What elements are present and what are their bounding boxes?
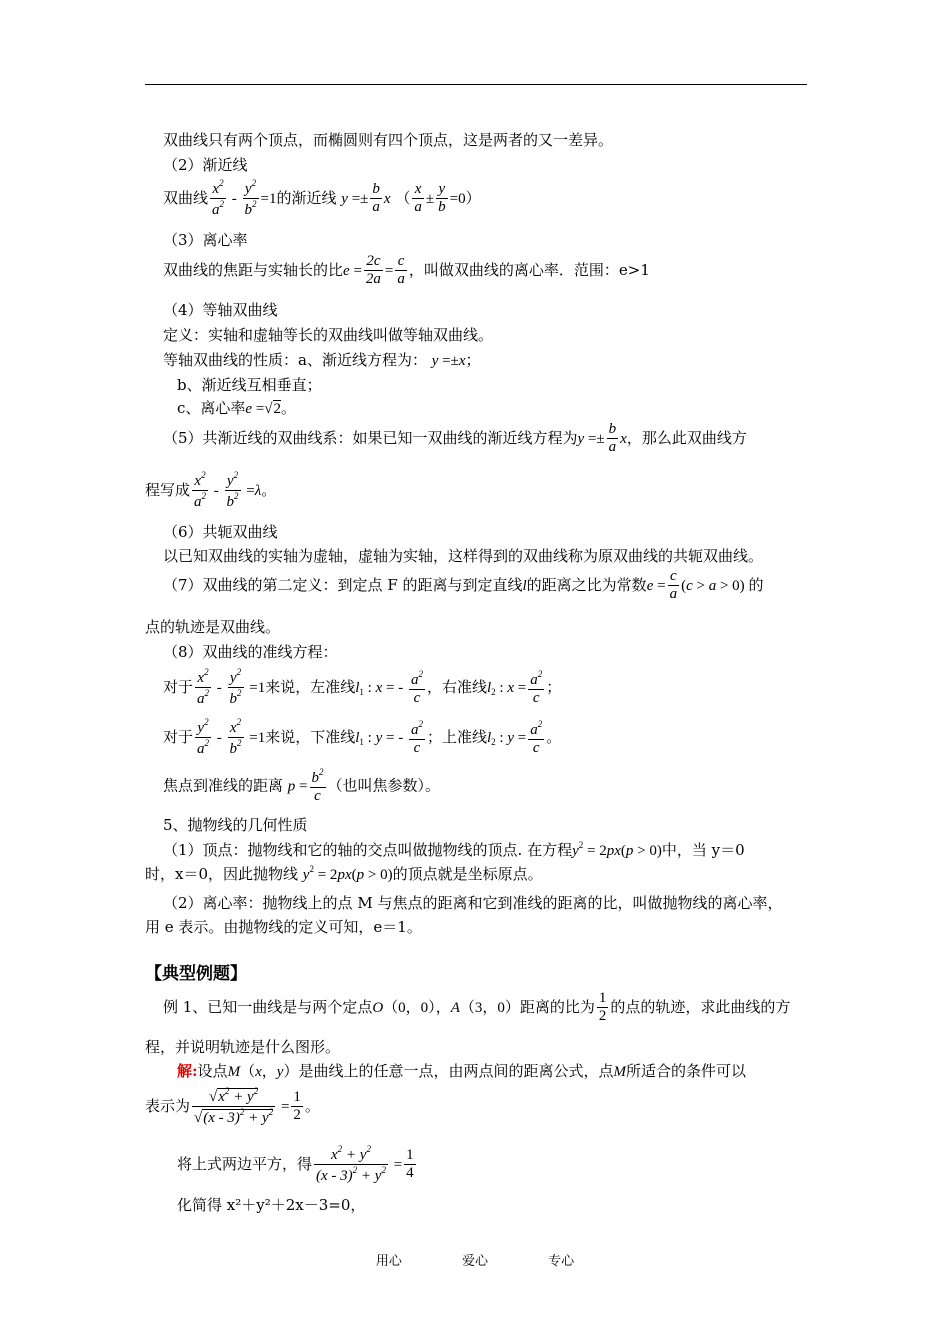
fraction: $\frac{1}{2}$	[293, 1089, 301, 1124]
eccentricity-line: 双曲线的焦距与实轴长的比e = $\frac{2c}{2a}$ = $\frac{c}{a}$ ，叫做双曲线的离心率．范围：e>1	[163, 253, 650, 288]
fraction: $\frac{c}{a}$	[669, 568, 678, 603]
fraction: $\frac{a^2}{c}$	[530, 668, 543, 706]
second-definition-end: 点的轨迹是双曲线。	[145, 618, 281, 636]
paragraph-conjugate: 以已知双曲线的实轴为虚轴，虚轴为实轴，这样得到的双曲线称为原双曲线的共轭双曲线。	[163, 547, 764, 565]
subheading-conjugate: （6）共轭双曲线	[163, 523, 278, 541]
parabola-eccentricity-end: 用 e 表示。由抛物线的定义可知，e＝1。	[145, 918, 422, 936]
asymptote-formula-line: 双曲线 $\frac{x^2}{a^2}$ - $\frac{y^2}{b^2}$ =1的渐近线 y =± $\frac{b}{a}$ x （ $\frac{x}{a}$ ± $\frac{y}{b}$ =0）	[163, 178, 481, 219]
footer-item: 爱心	[461, 1254, 488, 1269]
fraction: $\frac{1}{4}$	[406, 1147, 414, 1182]
fraction: $\frac{y^2}{b^2}$	[229, 667, 242, 708]
directrix-vertical: 对于 $\frac{y^2}{a^2}$ - $\frac{x^2}{b^2}$ =1来说，下准线$l_1$ : y = - $\frac{a^2}{c}$ ；上准线$l_2$ : y = $\frac{a^2}{c}$ 。	[163, 717, 562, 758]
footer-item: 专心	[548, 1254, 575, 1269]
solution-line: 解:设点M（x，y）是曲线上的任意一点，由两点间的距离公式，点M所适合的条件可以	[177, 1062, 746, 1080]
fraction: $\frac{x^2 + y^2}{(x - 3)^2 + y^2}$	[316, 1144, 386, 1185]
footer-item: 用心	[375, 1254, 402, 1269]
header-rule	[145, 84, 807, 85]
parabola-vertex-end: 时，x＝0，因此抛物线 $y^2 = 2px(p > 0)$的顶点就是坐标原点。	[145, 864, 543, 883]
example-1-end: 程，并说明轨迹是什么图形。	[145, 1038, 341, 1056]
directrix-horizontal: 对于 $\frac{x^2}{a^2}$ - $\frac{y^2}{b^2}$ =1来说，左准线$l_1$ : x = - $\frac{a^2}{c}$ ，右准线$l_2$ : x = $\frac{a^2}{c}$ ；	[163, 667, 562, 708]
fraction: $\frac{√x^2 + y^2}{√(x - 3)^2 + y^2}$	[194, 1086, 274, 1127]
property-a: 等轴双曲线的性质：a、渐近线方程为： y =±x；	[163, 351, 481, 369]
squared-line: 将上式两边平方，得 $\frac{x^2 + y^2}{(x - 3)^2 + y^2}$ = $\frac{1}{4}$	[177, 1144, 414, 1185]
subheading-equilateral: （4）等轴双曲线	[163, 301, 278, 319]
fraction: $\frac{c}{a}$	[397, 253, 405, 288]
fraction: $\frac{b^2}{c}$	[311, 767, 324, 805]
fraction: $\frac{x}{a}$	[414, 181, 422, 216]
focal-parameter-line: 焦点到准线的距离 p = $\frac{b^2}{c}$ （也叫焦参数）。	[163, 767, 441, 805]
fraction: $\frac{y^2}{b^2}$	[226, 470, 239, 511]
paragraph-definition: 定义：实轴和虚轴等长的双曲线叫做等轴双曲线。	[163, 326, 494, 344]
fraction: $\frac{2c}{2a}$	[365, 253, 381, 288]
example-1-line: 例 1、已知一曲线是与两个定点O（0，0），A（3，0）距离的比为 $\frac{1}{2}$ 的点的轨迹，求此曲线的方	[163, 990, 791, 1025]
fraction: $\frac{y^2}{a^2}$	[197, 717, 210, 758]
fraction: $\frac{y}{b}$	[438, 181, 446, 216]
paragraph-vertices: 双曲线只有两个顶点，而椭圆则有四个顶点，这是两者的又一差异。	[163, 131, 614, 149]
solution-label: 解:	[177, 1062, 198, 1080]
subheading-directrix: （8）双曲线的准线方程：	[163, 643, 338, 661]
fraction: $\frac{x^2}{a^2}$	[194, 470, 207, 511]
section-heading-examples: 【典型例题】	[145, 964, 247, 984]
simplified-line: 化简得 x²＋y²＋2x－3=0，	[177, 1196, 366, 1214]
fraction: $\frac{y^2}{b^2}$	[244, 178, 257, 219]
property-b: b、渐近线互相垂直；	[177, 376, 322, 394]
parabola-eccentricity: （2）离心率：抛物线上的点 M 与焦点的距离和它到准线的距离的比，叫做抛物线的离心率，	[163, 894, 783, 912]
fraction: $\frac{b}{a}$	[372, 181, 380, 216]
fraction: $\frac{x^2}{a^2}$	[197, 667, 210, 708]
fraction: $\frac{x^2}{a^2}$	[212, 178, 225, 219]
fraction: $\frac{a^2}{c}$	[410, 668, 423, 706]
distance-ratio-line: 表示为 $\frac{√x^2 + y^2}{√(x - 3)^2 + y^2}$ = $\frac{1}{2}$ 。	[145, 1086, 320, 1127]
common-asymptote-family: 程写成 $\frac{x^2}{a^2}$ - $\frac{y^2}{b^2}$ =λ。	[145, 470, 277, 511]
second-definition-line: （7）双曲线的第二定义：到定点 F 的距离与到定直线l的距离之比为常数e = $\frac{c}{a}$ (c > a > 0) 的	[163, 568, 764, 603]
fraction: $\frac{a^2}{c}$	[530, 718, 543, 756]
fraction: $\frac{1}{2}$	[598, 990, 607, 1025]
fraction: $\frac{x^2}{b^2}$	[229, 717, 242, 758]
section-parabola: 5、抛物线的几何性质	[163, 816, 308, 834]
subheading-eccentricity: （3）离心率	[163, 231, 248, 249]
page-footer	[0, 1250, 950, 1269]
fraction: $\frac{b}{a}$	[608, 421, 617, 456]
property-c: c、离心率e =√2。	[177, 399, 297, 417]
fraction: $\frac{a^2}{c}$	[410, 718, 423, 756]
subheading-asymptote: （2）渐近线	[163, 156, 248, 174]
parabola-vertex-line: （1）顶点：抛物线和它的轴的交点叫做抛物线的顶点. 在方程$y^2 = 2px(p > 0)$中，当 y＝0	[163, 840, 745, 859]
common-asymptote-line: （5）共渐近线的双曲线系：如果已知一双曲线的渐近线方程为y =± $\frac{b}{a}$ x，那么此双曲线方	[163, 421, 747, 456]
